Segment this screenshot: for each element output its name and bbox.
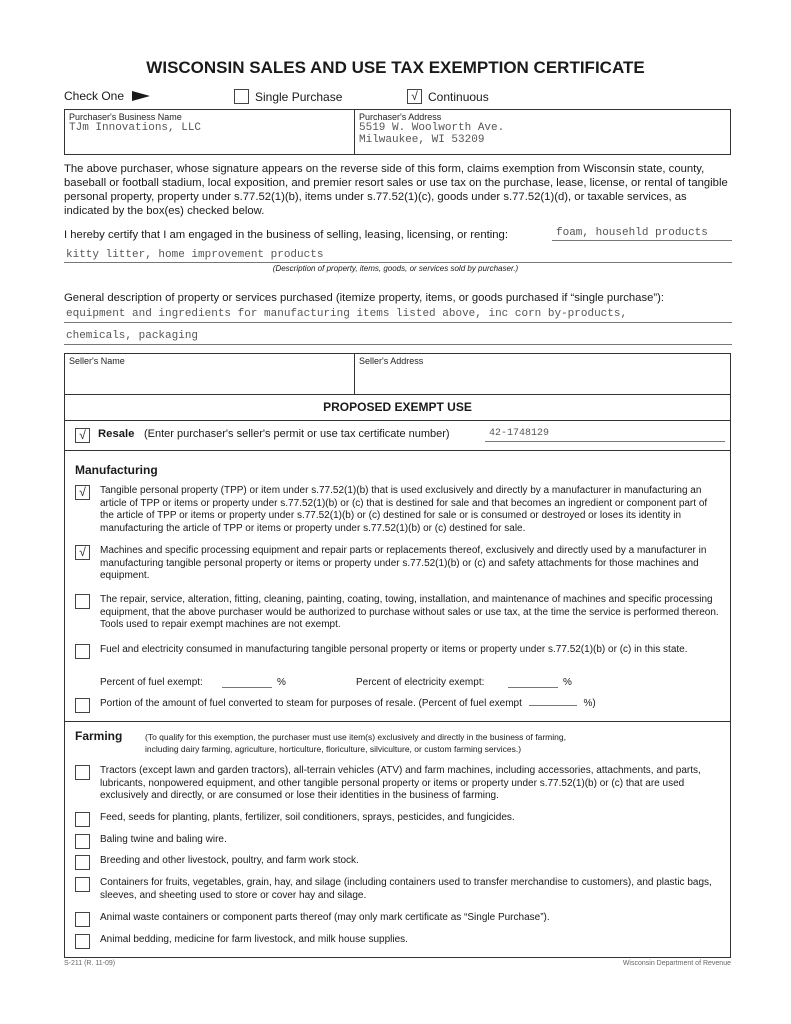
manufacturing-checkbox[interactable] bbox=[75, 594, 90, 609]
purchaser-name-field[interactable] bbox=[65, 110, 355, 154]
purchaser-address-line1: 5519 W. Woolworth Ave. bbox=[359, 122, 505, 134]
certify-line-1[interactable] bbox=[552, 240, 732, 241]
farming-note-line1: (To qualify for this exemption, the purchaser must use item(s) exclusively and directly in the business of farming, bbox=[145, 732, 566, 742]
manufacturing-heading: Manufacturing bbox=[75, 463, 158, 477]
farming-checkbox[interactable] bbox=[75, 834, 90, 849]
item-text: Breeding and other livestock, poultry, and farm work stock. bbox=[100, 855, 359, 866]
general-description-label: General description of property or services purchased (itemize property, items, or goods purchased if “single purchase”): bbox=[64, 292, 665, 304]
purchaser-address-label: Purchaser's Address bbox=[359, 112, 442, 122]
item-text: Portion of the amount of fuel converted to steam for purposes of resale. (Percent of fuel exempt bbox=[100, 698, 522, 709]
purchaser-name-value: TJm Innovations, LLC bbox=[69, 122, 202, 134]
electricity-percent-input[interactable] bbox=[508, 687, 558, 688]
farming-checkbox[interactable] bbox=[75, 855, 90, 870]
manufacturing-item bbox=[75, 644, 722, 657]
farming-item bbox=[75, 912, 722, 925]
item-text: Containers for fruits, vegetables, grain, hay, and silage (including containers used to transfer merchandise to customers), and plastic bags, sleeves, and sheeting used to store or cover hay and silage. bbox=[100, 877, 712, 901]
certify-line-2[interactable] bbox=[64, 262, 732, 263]
resale-instructions: (Enter purchaser's seller's permit or use tax certificate number) bbox=[144, 428, 450, 440]
purchaser-address-field[interactable] bbox=[355, 110, 730, 154]
certify-caption: (Description of property, items, goods, or services sold by purchaser.) bbox=[272, 264, 519, 273]
resale-row bbox=[65, 420, 730, 451]
certify-label: I hereby certify that I am engaged in the business of selling, leasing, licensing, or renting: bbox=[64, 229, 508, 241]
seller-name-label: Seller's Name bbox=[69, 356, 125, 366]
proposed-exempt-use-section bbox=[64, 395, 731, 958]
farming-note bbox=[145, 731, 566, 755]
resale-number-value: 42-1748129 bbox=[489, 428, 550, 439]
item-text: Fuel and electricity consumed in manufacturing tangible personal property or items or property under s.77.52(1)(b) or (c) in this state. bbox=[100, 644, 688, 655]
resale-number-line[interactable] bbox=[485, 441, 725, 442]
seller-box bbox=[64, 353, 731, 395]
check-one-text: Check One bbox=[64, 89, 125, 103]
farming-item bbox=[75, 812, 722, 825]
seller-address-label: Seller's Address bbox=[359, 356, 424, 366]
farming-item bbox=[75, 834, 722, 847]
farming-item bbox=[75, 934, 722, 947]
steam-percent-input[interactable] bbox=[529, 705, 577, 706]
electricity-percent-sign: % bbox=[563, 677, 572, 688]
certify-value-2: kitty litter, home improvement products bbox=[66, 249, 324, 261]
purchaser-name-label: Purchaser's Business Name bbox=[69, 112, 182, 122]
manufacturing-checkbox[interactable]: √ bbox=[75, 545, 90, 560]
single-purchase-label: Single Purchase bbox=[255, 89, 343, 104]
item-text: Baling twine and baling wire. bbox=[100, 834, 227, 845]
page-title: WISCONSIN SALES AND USE TAX EXEMPTION CERTIFICATE bbox=[146, 58, 645, 77]
farming-checkbox[interactable] bbox=[75, 934, 90, 949]
electricity-percent-label: Percent of electricity exempt: bbox=[356, 677, 485, 688]
description-value-2: chemicals, packaging bbox=[66, 330, 199, 342]
farming-heading: Farming bbox=[75, 729, 123, 743]
continuous-label: Continuous bbox=[428, 89, 489, 104]
fuel-percent-input[interactable] bbox=[222, 687, 272, 688]
description-value-1: equipment and ingredients for manufacturing items listed above, inc corn by-products, bbox=[66, 308, 628, 320]
resale-label: Resale bbox=[98, 428, 135, 440]
item-text-suffix: %) bbox=[583, 698, 596, 709]
continuous-checkbox[interactable]: √ bbox=[407, 89, 422, 104]
purchaser-address-line2: Milwaukee, WI 53209 bbox=[359, 134, 485, 146]
manufacturing-checkbox[interactable]: √ bbox=[75, 485, 90, 500]
farming-note-line2: including dairy farming, agriculture, horticulture, floriculture, silviculture, or custom farming services.) bbox=[145, 744, 522, 754]
description-line-2[interactable] bbox=[64, 344, 732, 345]
resale-checkbox[interactable]: √ bbox=[75, 428, 90, 443]
seller-name-field[interactable] bbox=[65, 354, 355, 394]
manufacturing-checkbox[interactable] bbox=[75, 698, 90, 713]
item-text: The repair, service, alteration, fitting, cleaning, painting, coating, towing, installation, and maintenance of machines and specific processing equipment, that the above purchaser would be authorized to purchase without sales or use tax, at the time the service is performed thereon. Tools used to repair exempt machines are not exempt. bbox=[100, 594, 719, 631]
farming-item bbox=[75, 877, 722, 902]
certify-value-1: foam, househld products bbox=[556, 227, 708, 239]
form-number: S-211 (R. 11-09) bbox=[64, 960, 116, 967]
seller-address-field[interactable] bbox=[355, 354, 730, 394]
manufacturing-item bbox=[75, 698, 722, 711]
check-one-label bbox=[64, 89, 150, 103]
farming-checkbox[interactable] bbox=[75, 912, 90, 927]
farming-checkbox[interactable] bbox=[75, 812, 90, 827]
purchaser-box bbox=[64, 109, 731, 155]
manufacturing-checkbox[interactable] bbox=[75, 644, 90, 659]
farming-checkbox[interactable] bbox=[75, 877, 90, 892]
farming-item bbox=[75, 855, 722, 868]
item-text: Tractors (except lawn and garden tractors), all-terrain vehicles (ATV) and farm machines, including accessories, attachments, and parts, lubricants, nonpowered equipment, and other tangible personal property or items or property under s.77.52(1)(b) or (c) that are used exclusively and directly, or are consumed or lose their identities in the business of farming. bbox=[100, 765, 701, 802]
item-text: Feed, seeds for planting, plants, fertilizer, soil conditioners, sprays, pesticides, and fungicides. bbox=[100, 812, 515, 823]
manufacturing-item bbox=[75, 594, 722, 632]
farming-checkbox[interactable] bbox=[75, 765, 90, 780]
single-purchase-option[interactable] bbox=[234, 89, 342, 104]
item-text: Machines and specific processing equipment and repair parts or replacements thereof, exclusively and directly used by a manufacturer in manufacturing tangible personal property or items or property under s.77.52(1)(b) or (c) and safety attachments for those machines and equipment. bbox=[100, 545, 707, 582]
section-divider bbox=[65, 721, 730, 722]
item-text: Tangible personal property (TPP) or item under s.77.52(1)(b) that is used exclusively and directly by a manufacturer in manufacturing an article of TPP or items or property under s.77.52(1)(b) or (c) that is destined for sale and that becomes an ingredient or component part of the article of TPP or items or property under s.77.52(1)(b) or (c) destined for sale or is consumed or destroyed or loses its identity in manufacturing the article of TPP or items or property under s.77.52(1)(b) or (c) destined for sale. bbox=[100, 485, 708, 534]
arrow-right-icon bbox=[132, 91, 150, 101]
farming-item bbox=[75, 765, 722, 803]
intro-paragraph: The above purchaser, whose signature appears on the reverse side of this form, claims exemption from Wisconsin state, county, baseball or football stadium, local exposition, and premier resort sales or use tax on the purchase, lease, license, or rental of tangible personal property, property under s.77.52(1)(b), items under s.77.52(1)(c), goods under s.77.52(1)(d), or taxable services, as indicated by the box(es) checked below. bbox=[64, 163, 728, 217]
fuel-percent-label: Percent of fuel exempt: bbox=[100, 677, 203, 688]
description-line-1[interactable] bbox=[64, 322, 732, 323]
agency-name: Wisconsin Department of Revenue bbox=[622, 960, 731, 967]
single-purchase-checkbox[interactable] bbox=[234, 89, 249, 104]
manufacturing-item bbox=[75, 545, 722, 583]
item-text: Animal bedding, medicine for farm livestock, and milk house supplies. bbox=[100, 934, 408, 945]
fuel-percent-sign: % bbox=[277, 677, 286, 688]
continuous-option[interactable] bbox=[407, 89, 489, 104]
manufacturing-item bbox=[75, 485, 722, 535]
item-text: Animal waste containers or component parts thereof (may only mark certificate as “Single Purchase”). bbox=[100, 912, 550, 923]
section-header: PROPOSED EXEMPT USE bbox=[65, 395, 730, 421]
